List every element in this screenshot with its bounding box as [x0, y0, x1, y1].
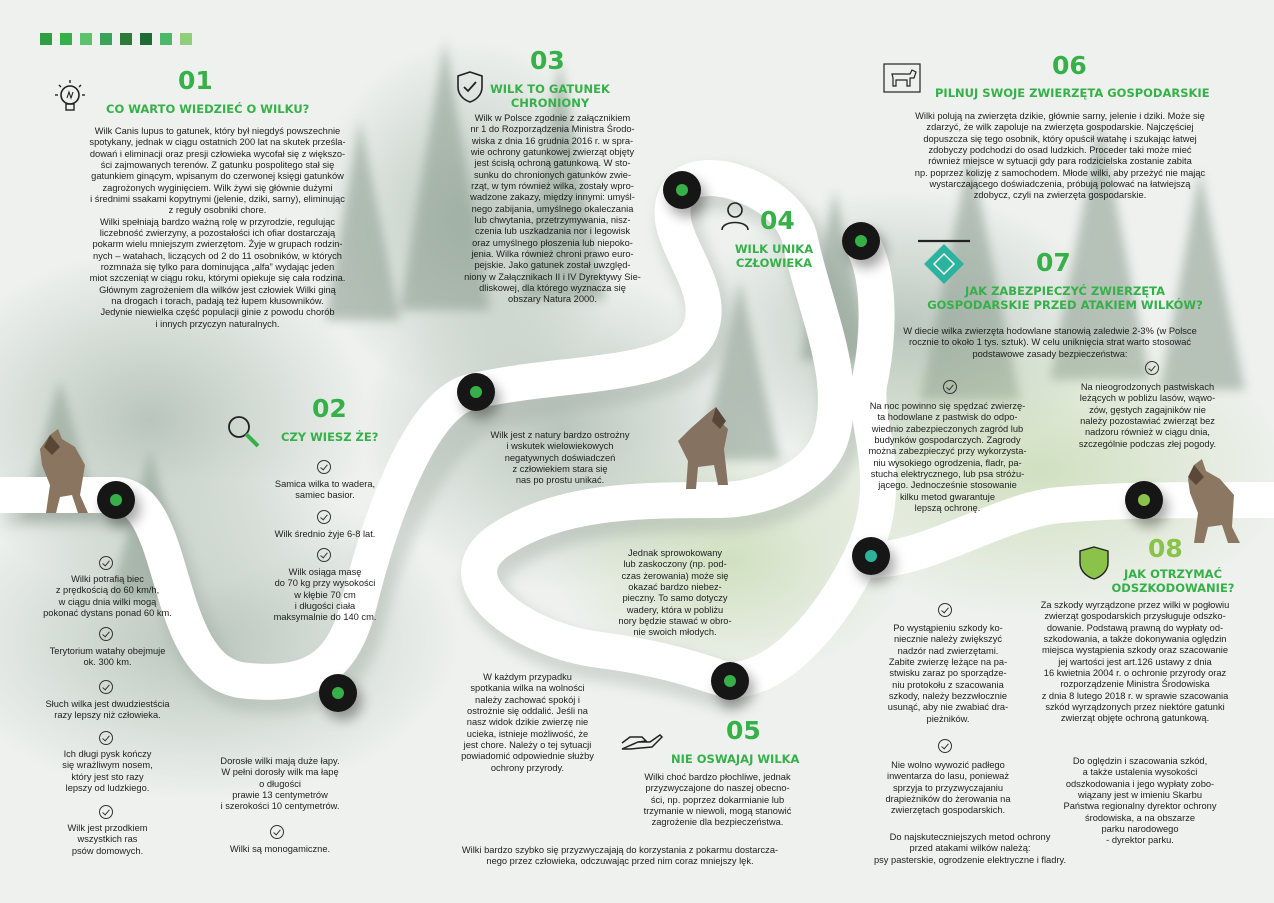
section-03-title: WILK TO GATUNEK CHRONIONY [490, 82, 610, 111]
section-08-right-1: Za szkody wyrządzone przez wilki w pogłowiu zwierząt gospodarskich przysługuje odszko- dowanie. Podstawą prawną do wypłaty od- szkodowania, a także dokonywania oględzin miejsca wystąpienia szkody oraz szacowanie jej wartości jest art.126 ustawy z dnia 16 kwietnia 2004 r. o ochronie przyrody oraz rozporządzenie Ministra Środowiska z dnia 8 lutego 2018 r. w sprawie szacowania szkód wyrządzonych przez niektóre gatunki zwierząt objęte ochroną gatunkową. [1040, 600, 1230, 724]
section-05-text-top: W każdym przypadku spotkania wilka na wolności należy zachować spokój i ostrożnie się oddalić. Jeśli na nasz widok dzikie zwierzę nie ucieka, istnieje możliwość, że jest chore. Należy o tej sytuacji powiadomić odpowiednie służby ochrony przyrody. [461, 672, 594, 773]
section-01-body: Wilk Canis lupus to gatunek, który był niegdyś powszechnie spotykany, jednak w ciągu ostatnich 200 lat na skutek prześla- dowań i eliminacji oraz presji człowieka wycofał się z większo- ści zajmowanych terenów. Z gatunku pospolitego stał się gatunkiem ginącym, wpisanym do czerwonej księgi gatunków zagrożonych wyginięciem. Wilk żywi się głównie dużymi i średnimi ssakami kopytnymi (jelenie, dziki, sarny), eliminując z reguły osobniki chore. Wilki spełniają bardzo ważną rolę w przyrodzie, regulując liczebność zwierzyny, a pozostałości ich ofiar dostarczają pokarm wielu mniejszym zwierzętom. Żyje w grupach rodzin- nych – watahach, liczących od 2 do 11 osobników, w których rozmnaża się tylko para dominująca „alfa” wydając jeden miot szczeniąt w ciągu roku, którymi opiekuje się cała rodzina. Głównym zagrożeniem dla wilków jest człowiek Wilki giną na drogach i torach, padają też łupem kłusowników. Jedynie niewielka część populacji ginie z powodu chorób i innych przyczyn naturalnych. [89, 126, 346, 329]
header-square [60, 33, 72, 45]
path-node-02 [319, 674, 357, 712]
check-icon [99, 556, 113, 570]
section-06-title: PILNUJ SWOJE ZWIERZĘTA GOSPODARSKIE [935, 86, 1210, 100]
section-05-title: NIE OSWAJAJ WILKA [671, 752, 800, 766]
fact-item: Wilk osiąga masę do 70 kg przy wysokości w kłębie 70 cm i długości ciała maksymalnie do 140 cm. [273, 567, 377, 623]
fact-item: Wilki są monogamiczne. [229, 844, 331, 854]
check-icon [317, 548, 331, 562]
fact-item: Słuch wilka jest dwudziestścia razy lepszy niż człowieka. [45, 699, 170, 721]
path-node-05 [711, 662, 749, 700]
section-03-body: Wilk w Polsce zgodnie z załącznikiem nr 1 do Rozporządzenia Ministra Środo- wiska z dnia 16 grudnia 2016 r. w spra- wie ochrony gatunkowej zwierząt objęty jest ścisłą ochroną gatunkową. W sto- sunku do chronionych gatunków zwie- rząt, w tym również wilka, zostały wpro- wadzone zakazy, między innymi: umyśl- nego zabijania, umyślnego okaleczania lub chwytania, przetrzymywania, nisz- czenia lub uszkadzania nor i legowisk oraz umyślnego płoszenia lub niepoko- jenia. Wilka również chroni prawo euro- pejskie. Jako gatunek został uwzględ- niony w Załącznikach II i IV Dyrektywy Sie- dliskowej, dla którego wyznacza się obszary Natura 2000. [464, 113, 641, 305]
check-icon [99, 627, 113, 641]
check-icon [317, 510, 331, 524]
section-08-number: 08 [1148, 534, 1183, 563]
check-icon [270, 825, 284, 839]
section-04-title: WILK UNIKA CZŁOWIEKA [734, 242, 814, 271]
check-icon [943, 380, 957, 394]
fact-item: Terytorium watahy obejmuje ok. 300 km. [49, 646, 166, 668]
section-07-number: 07 [1036, 248, 1071, 277]
section-08-left-3: Do najskuteczniejszych metod ochrony przed atakami wilków należą: psy pasterskie, ogrodzenie elektryczne i fladry. [873, 832, 1067, 865]
check-icon [317, 460, 331, 474]
header-square [80, 33, 92, 45]
fact-item: Wilki potrafią biec z prędkością do 60 km/h, w ciągu dnia wilki mogą pokonać dystans ponad 60 km. [43, 574, 172, 618]
fact-item: Wilk jest przodkiem wszystkich ras psów domowych. [67, 823, 148, 856]
section-08-right-2: Do oględzin i szacowania szkód, a także ustalenia wysokości odszkodowania i jego wypłaty zobo- wiązany jest w imieniu Skarbu Państwa regionalny dyrektor ochrony środowiska, a na obszarze parku narodowego - dyrektor parku. [1063, 756, 1217, 846]
path-node-04 [663, 171, 701, 209]
section-01-title: CO WARTO WIEDZIEĆ O WILKU? [106, 102, 310, 116]
header-squares [40, 0, 210, 50]
header-square [180, 33, 192, 45]
path-node-03 [457, 373, 495, 411]
wolf-illustration-middle [668, 405, 738, 495]
section-08-left-2: Nie wolno wywozić padłego inwentarza do lasu, ponieważ sprzyja to przyzwyczajaniu drapieżników do żerowania na zwierzętach gospodarskich. [885, 760, 1011, 816]
header-square [40, 33, 52, 45]
section-06-number: 06 [1052, 51, 1087, 80]
header-square [100, 33, 112, 45]
section-07-title: JAK ZABEZPIECZYĆ ZWIERZĘTA GOSPODARSKIE PRZED ATAKIEM WILKÓW? [927, 284, 1203, 313]
section-03-number: 03 [530, 46, 565, 75]
section-02-number: 02 [312, 394, 347, 423]
section-08-title: JAK OTRZYMAĆ ODSZKODOWANIE? [1111, 567, 1235, 596]
person-icon [718, 198, 752, 232]
path-node-07 [852, 537, 890, 575]
fact-item: Samica wilka to wadera, samiec basior. [274, 479, 376, 501]
lightbulb-icon [50, 78, 90, 118]
header-square [160, 33, 172, 45]
check-icon [938, 603, 952, 617]
check-icon [99, 805, 113, 819]
check-icon [938, 739, 952, 753]
path-node-01 [97, 481, 135, 519]
check-icon [99, 731, 113, 745]
shield-icon [1078, 545, 1110, 581]
check-icon [1145, 361, 1159, 375]
header-square [120, 33, 132, 45]
magnifier-icon [224, 412, 264, 452]
section-04-number: 04 [760, 206, 795, 235]
section-01-number: 01 [178, 66, 213, 95]
section-05-text-right: Wilki choć bardzo płochliwe, jednak przyzwyczajone do naszej obecno- ści, np. poprzez dokarmianie lub trzymanie w niewoli, mogą stanowić zagrożenie dla bezpieczeństwa. [643, 772, 792, 828]
fence-diamond-icon [918, 238, 970, 284]
section-02-title: CZY WIESZ ŻE? [281, 430, 379, 444]
wolf-illustration-right [1180, 455, 1250, 545]
section-07-right: Na nieogrodzonych pastwiskach leżących w pobliżu lasów, wąwo- zów, gęstych zagajników nie należy pozostawiać zwierząt bez nadzoru również w ciągu dnia, szczególnie podczas złej pogody. [1078, 382, 1217, 449]
farm-animals-icon [882, 62, 922, 94]
section-07-intro: W diecie wilka zwierzęta hodowlane stanowią zaledwie 2-3% (w Polsce rocznie to około 1 tys. sztuk). W celu uniknięcia strat warto stosować podstawowe zasady bezpieczeństwa: [903, 326, 1197, 359]
path-node-08 [1125, 481, 1163, 519]
section-04-text-1: Wilk jest z natury bardzo ostrożny i wskutek wielowiekowych negatywnych doświadczeń z człowiekiem stara się nas po prostu unikać. [490, 430, 630, 486]
section-04-text-2: Jednak sprowokowany lub zaskoczony (np. pod- czas żerowania) może się okazać bardzo niebez- pieczny. To samo dotyczy wadery, która w pobliżu nory będzie stawać w obro- nie swoich młodych. [618, 548, 732, 638]
wolf-illustration-left [30, 425, 100, 515]
path-node-06 [842, 222, 880, 260]
section-06-body: Wilki polują na zwierzęta dzikie, głównie sarny, jelenie i dziki. Może się zdarzyć, że wilk zapoluje na zwierzęta gospodarskie. Najczęściej dopuszcza się tego osobnik, który opuścił watahę i szukając łatwej zdobyczy podchodzi do osad ludzkich. Proceder taki może mieć również miejsce w sytuacji gdy para rodzicielska zostanie zabita np. poprzez kolizję z samochodem. Młode wilki, aby przeżyć nie mając wystarczającego doświadczenia, próbują polować na łatwiejszą zdobycz, czyli na zwierzęta gospodarskie. [914, 111, 1206, 201]
fact-item: Ich długi pysk kończy się wrażliwym nosem, który jest sto razy lepszy od ludzkiego. [62, 749, 153, 793]
check-icon [99, 680, 113, 694]
shield-check-icon [455, 70, 485, 104]
header-square [140, 33, 152, 45]
hand-icon [620, 727, 664, 753]
fact-item: Dorosłe wilki mają duże łapy. W pełni dorosły wilk ma łapę o długości prawie 13 centymetrów i szerokości 10 centymetrów. [220, 756, 340, 812]
section-08-left-1: Po wystąpieniu szkody ko- niecznie należy zwiększyć nadzór nad zwierzętami. Zabite zwierzę leżące na pa- stwisku zaraz po sporządze- niu protokołu z szacowania szkody, należy bezzwłocznie usunąć, aby nie zwabiać dra- pieżników. [887, 623, 1009, 724]
section-07-left: Na noc powinno się spędzać zwierzę- ta hodowlane z pastwisk do odpo- wiednio zabezpieczonych zagród lub budynków gospodarczych. Zagrody można zabezpieczyć przy wykorzysta- niu wysokiego ogrodzenia, fladr, pa- stucha elektrycznego, lub psa stróżu- jącego. Jednocześnie stosowanie kilku metod gwarantuje lepszą ochronę. [868, 401, 1027, 513]
fact-item: Wilk średnio żyje 6-8 lat. [274, 529, 376, 539]
section-05-number: 05 [726, 716, 761, 745]
section-05-text-bottom: Wilki bardzo szybko się przyzwyczajają do korzystania z pokarmu dostarcza- nego przez człowieka, odczuwając przed nim coraz mniejszy lęk. [461, 845, 779, 867]
